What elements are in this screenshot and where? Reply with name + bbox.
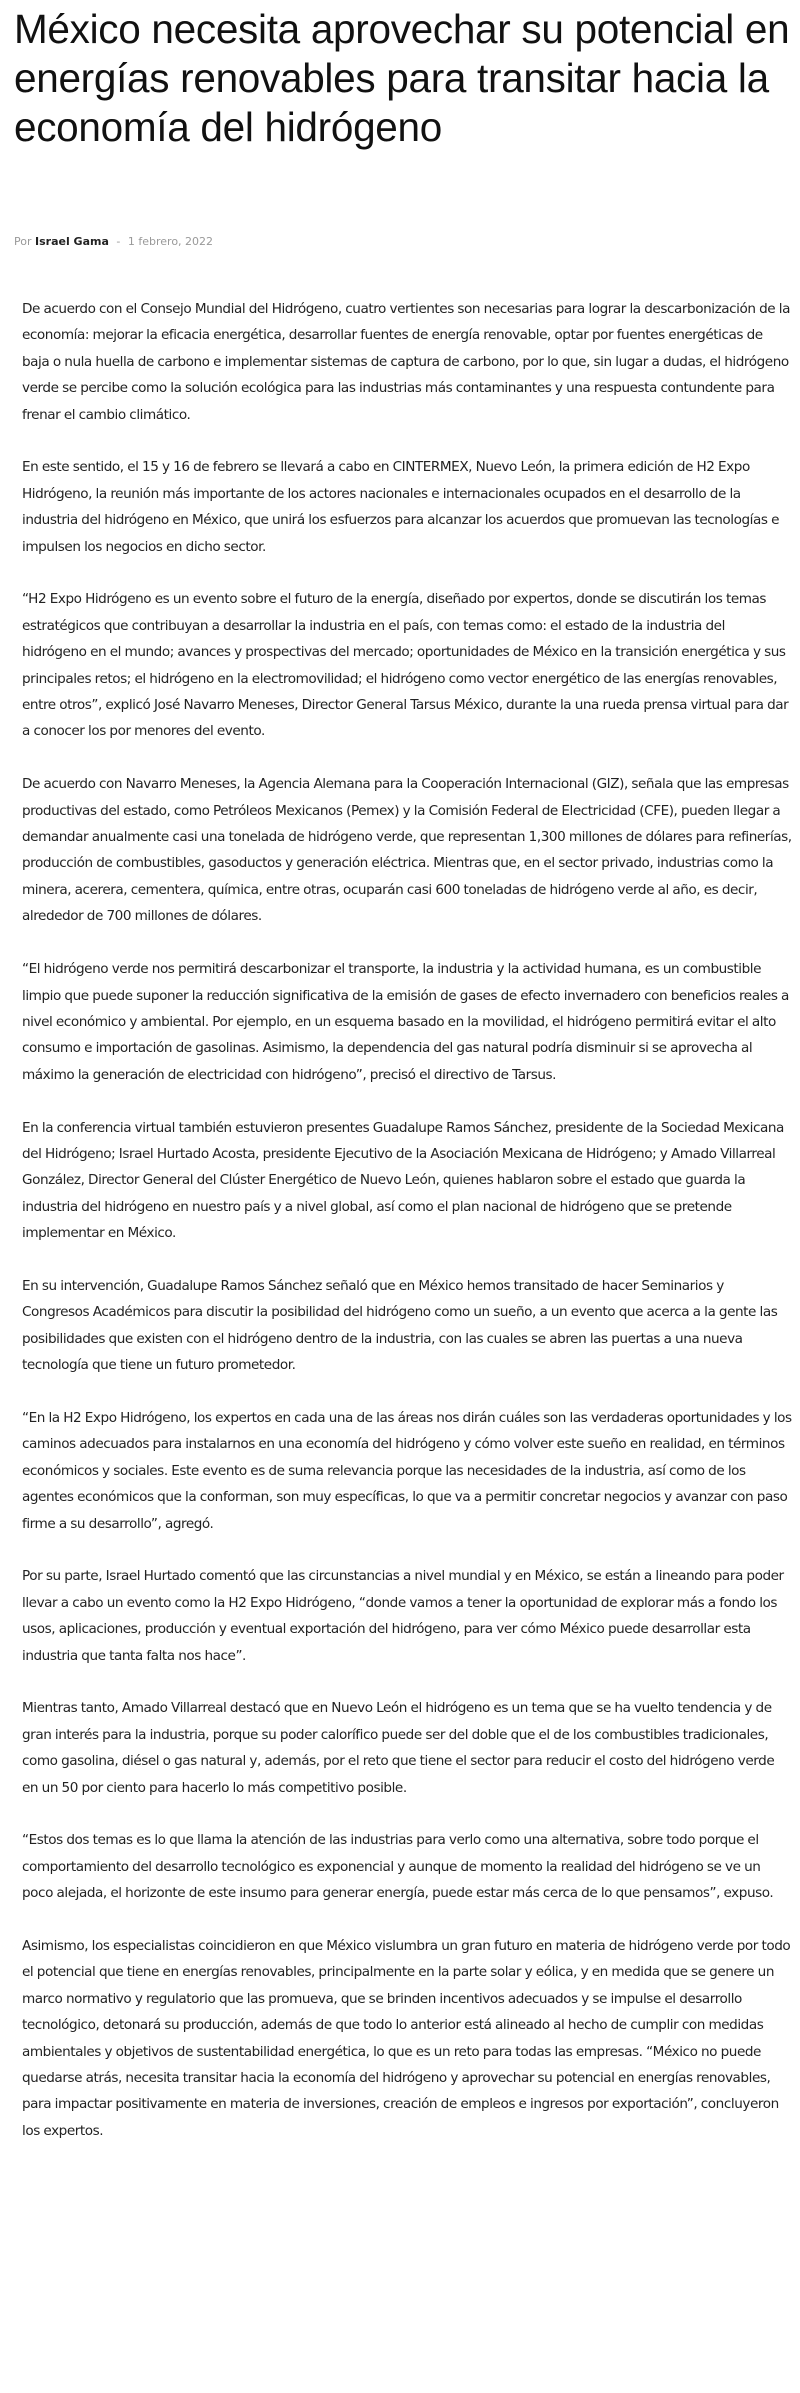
byline-prefix: Por <box>14 235 32 248</box>
article-paragraph: “H2 Expo Hidrógeno es un evento sobre el futuro de la energía, diseñado por expertos, donde se discutirán los temas estratégicos que contribuyan a desarrollar la industria en el país, con temas como: el estado de la industria del hidrógeno en el mundo; avances y prospectivas del mercado; oportunidades de México en la transición energética y sus principales retos; el hidrógeno en la electromovilidad; el hidrógeno como vector energético de las energías renovables, entre otros”, explicó José Navarro Meneses, Director General Tarsus México, durante la una rueda prensa virtual para dar a conocer los por menores del evento. <box>22 591 789 740</box>
article-paragraph: “El hidrógeno verde nos permitirá descarbonizar el transporte, la industria y la actividad humana, es un combustible limpio que puede suponer la reducción significativa de la emisión de gases de efecto invernadero con beneficios reales a nivel económico y ambiental. Por ejemplo, en un esquema basado en la movilidad, el hidrógeno permitirá evitar el alto consumo e importación de gasolinas. Asimismo, la dependencia del gas natural podría disminuir si se aprovecha al máximo la generación de electricidad con hidrógeno”, precisó el directivo de Tarsus. <box>22 961 789 1083</box>
article-paragraph: En la conferencia virtual también estuvieron presentes Guadalupe Ramos Sánchez, presidente de la Sociedad Mexicana del Hidrógeno; Israel Hurtado Acosta, presidente Ejecutivo de la Asociación Mexicana de Hidrógeno; y Amado Villarreal González, Director General del Clúster Energético de Nuevo León, quienes hablaron sobre el estado que guarda la industria del hidrógeno en nuestro país y a nivel global, así como el plan nacional de hidrógeno que se pretende implementar en México. <box>22 1119 784 1242</box>
byline-separator: - <box>116 235 121 248</box>
article-paragraph: Mientras tanto, Amado Villarreal destacó que en Nuevo León el hidrógeno es un tema que se ha vuelto tendencia y de gran interés para la industria, porque su poder calorífico puede ser del doble que el de los combustibles tradicionales, como gasolina, diésel o gas natural y, además, por el reto que tiene el sector para reducir el costo del hidrógeno verde en un 50 por ciento para hacerlo lo más competitivo posible. <box>22 1700 775 1796</box>
article-paragraph: “En la H2 Expo Hidrógeno, los expertos en cada una de las áreas nos dirán cuáles son las verdaderas oportunidades y los caminos adecuados para instalarnos en una economía del hidrógeno y cómo volver este sueño en realidad, en términos económicos y sociales. Este evento es de suma relevancia porque las necesidades de la industria, así como de los agentes económicos que la conforman, son muy específicas, lo que va a permitir concretar negocios y avanzar con paso firme a su desarrollo”, agregó. <box>22 1409 792 1532</box>
article-paragraph: De acuerdo con el Consejo Mundial del Hidrógeno, cuatro vertientes son necesarias para lograr la descarbonización de la economía: mejorar la eficacia energética, desarrollar fuentes de energía renovable, optar por fuentes energéticas de baja o nula huella de carbono e implementar sistemas de captura de carbono, por lo que, sin lugar a dudas, el hidrógeno verde se percibe como la solución ecológica para las industrias más contaminantes y una respuesta contundente para frenar el cambio climático. <box>22 301 790 423</box>
article-paragraph: De acuerdo con Navarro Meneses, la Agencia Alemana para la Cooperación Internacional (GIZ), señala que las empresas productivas del estado, como Petróleos Mexicanos (Pemex) y la Comisión Federal de Electricidad (CFE), pueden llegar a demandar anualmente casi una tonelada de hidrógeno verde, que representan 1,300 millones de dólares para refinerías, producción de combustibles, gasoductos y generación eléctrica. Mientras que, en el sector privado, industrias como la minera, acerera, cementera, química, entre otras, ocuparán casi 600 toneladas de hidrógeno verde al año, es decir, alrededor de 700 millones de dólares. <box>22 776 792 925</box>
article-paragraph: Asimismo, los especialistas coincidieron en que México vislumbra un gran futuro en materia de hidrógeno verde por todo el potencial que tiene en energías renovables, principalmente en la parte solar y eólica, y en medida que se genere un marco normativo y regulatorio que las promueva, que se brinden incentivos adecuados y se impulse el desarrollo tecnológico, detonará su producción, además de que todo lo anterior está alineado al hecho de cumplir con medidas ambientales y objetivos de sustentabilidad energética, lo que es un reto para todas las empresas. “México no puede quedarse atrás, necesita transitar hacia la economía del hidrógeno y aprovechar su potencial en energías renovables, para impactar positivamente en materia de inversiones, creación de empleos e ingresos por exportación”, concluyeron los expertos. <box>22 1938 791 2139</box>
article-paragraph: En su intervención, Guadalupe Ramos Sánchez señaló que en México hemos transitado de hacer Seminarios y Congresos Académicos para discutir la posibilidad del hidrógeno como un sueño, a un evento que acerca a la gente las posibilidades que existen con el hidrógeno dentro de la industria, con las cuales se abren las puertas a una nueva tecnología que tiene un futuro prometedor. <box>22 1277 778 1374</box>
article-paragraph: “Estos dos temas es lo que llama la atención de las industrias para verlo como una alternativa, sobre todo porque el comportamiento del desarrollo tecnológico es exponencial y aunque de momento la realidad del hidrógeno se ve un poco alejada, el horizonte de este insumo para generar energía, puede estar más cerca de lo que pensamos”, expuso. <box>22 1832 774 1902</box>
publish-date: 1 febrero, 2022 <box>127 235 214 248</box>
article-byline <box>14 234 213 250</box>
article-paragraph: Por su parte, Israel Hurtado comentó que las circunstancias a nivel mundial y en México, se están a lineando para poder llevar a cabo un evento como la H2 Expo Hidrógeno, “donde vamos a tener la oportunidad de explorar más a fondo los usos, aplicaciones, producción y eventual exportación del hidrógeno, para ver cómo México puede desarrollar esta industria que tanta falta nos hace”. <box>22 1568 784 1664</box>
article-paragraph: En este sentido, el 15 y 16 de febrero se llevará a cabo en CINTERMEX, Nuevo León, la primera edición de H2 Expo Hidrógeno, la reunión más importante de los actores nacionales e internacionales ocupados en el desarrollo de la industria del hidrógeno en México, que unirá los esfuerzos para alcanzar los acuerdos que promuevan las tecnologías e impulsen los negocios en dicho sector. <box>22 459 779 555</box>
author-link[interactable]: Israel Gama <box>35 235 109 248</box>
article-title: México necesita aprovechar su potencial en energías renovables para transitar hacia la economía del hidrógeno <box>14 6 790 150</box>
article-body <box>22 296 792 2171</box>
